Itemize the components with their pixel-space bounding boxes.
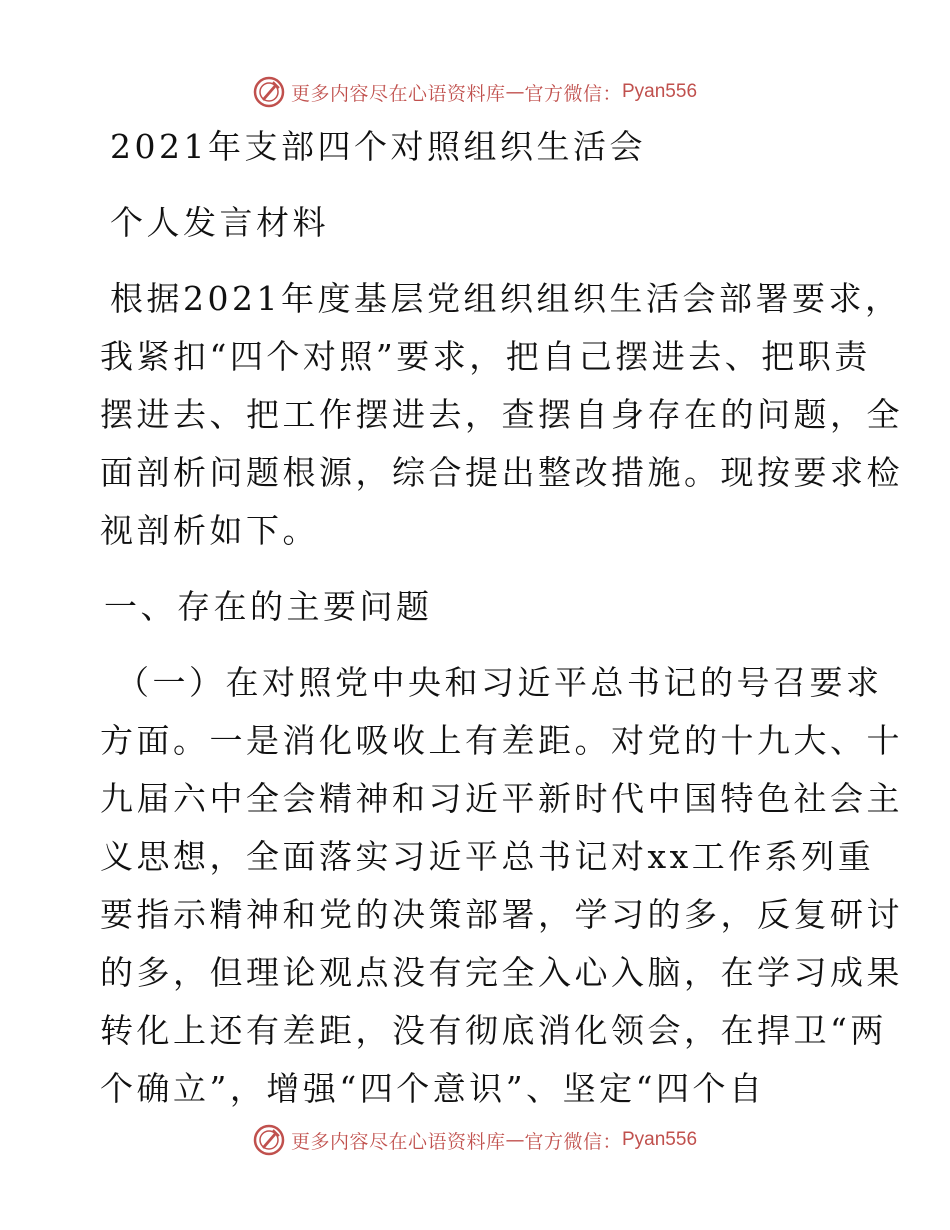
watermark-text: 更多内容尽在心语资料库 (290, 82, 506, 105)
footer-watermark (0, 1120, 950, 1160)
quill-seal-logo-icon (253, 76, 285, 108)
document-title-line-2: 个人发言材料 (110, 203, 329, 242)
watermark-separator: — (505, 1129, 525, 1151)
watermark-wechat-id: Pyan556 (622, 81, 698, 102)
text-line: 要指示精神和党的决策部署，学习的多，反复研讨 (100, 895, 903, 934)
body-paragraph (100, 654, 903, 1118)
text-line: 面剖析问题根源，综合提出整改措施。现按要求检 (100, 453, 903, 492)
text-line: 根据2021年度基层党组织组织生活会部署要求， (110, 279, 902, 318)
document-title-line-1: 2021年支部四个对照组织生活会 (110, 127, 646, 166)
text-line: 我紧扣“四个对照”要求，把自己摆进去、把职责 (100, 337, 871, 376)
text-line: 方面。一是消化吸收上有差距。对党的十九大、十 (100, 721, 903, 760)
watermark-wechat-label: 官方微信： (524, 1130, 622, 1153)
watermark-text: 更多内容尽在心语资料库 (290, 1130, 506, 1153)
text-line: 个确立”，增强“四个意识”、坚定“四个自 (100, 1069, 766, 1108)
text-line: 转化上还有差距，没有彻底消化领会，在捍卫“两 (100, 1011, 887, 1050)
watermark-wechat-id: Pyan556 (622, 1129, 698, 1150)
text-line: 九届六中全会精神和习近平新时代中国特色社会主 (100, 779, 903, 818)
watermark-wechat-label: 官方微信： (524, 82, 622, 105)
header-watermark (0, 72, 950, 112)
quill-seal-logo-icon (253, 1124, 285, 1156)
text-line: 义思想，全面落实习近平总书记对xx工作系列重 (100, 837, 875, 876)
text-line: 摆进去、把工作摆进去，查摆自身存在的问题，全 (100, 395, 903, 434)
text-line: 的多，但理论观点没有完全入心入脑，在学习成果 (100, 953, 903, 992)
section-heading: 一、存在的主要问题 (104, 587, 433, 626)
text-line: 视剖析如下。 (100, 511, 319, 550)
intro-paragraph (100, 270, 903, 560)
watermark-separator: — (505, 81, 525, 103)
document-body (100, 118, 903, 1118)
text-line: （一）在对照党中央和习近平总书记的号召要求 (116, 663, 883, 702)
